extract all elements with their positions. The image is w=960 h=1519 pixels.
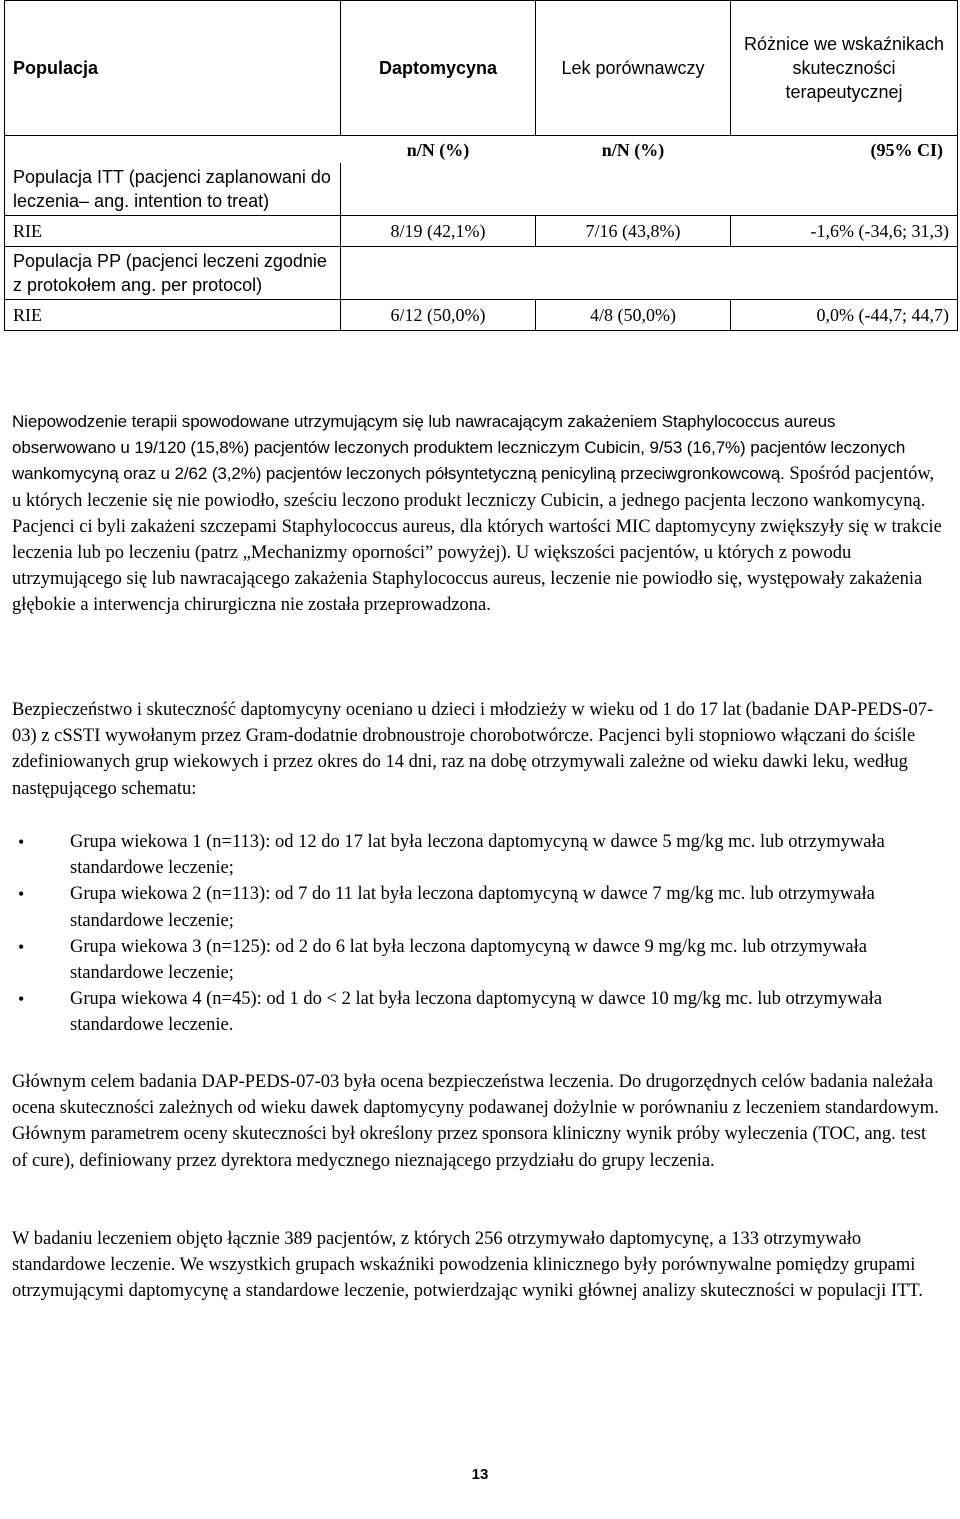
header-difference: Różnice we wskaźnikach skuteczności terapeutycznej xyxy=(731,1,958,136)
header-population: Populacja xyxy=(5,1,341,136)
table-row xyxy=(5,216,958,247)
pp-daptomycin-value: 6/12 (50,0%) xyxy=(341,300,536,331)
itt-comparator-value: 7/16 (43,8%) xyxy=(536,216,731,247)
age-group-list xyxy=(12,829,942,1039)
header-comparator: Lek porównawczy xyxy=(536,1,731,136)
table-row xyxy=(5,300,958,331)
pp-difference-value: 0,0% (-44,7; 44,7) xyxy=(731,300,958,331)
units-comparator: n/N (%) xyxy=(536,136,731,164)
units-daptomycin: n/N (%) xyxy=(341,136,536,164)
paragraph-treatment-failure-sans: Niepowodzenie terapii spowodowane utrzymującym się lub nawracającym zakażeniem Staphylococcus aureus obserwowano u 19/120 (15,8%) pacjentów leczonych produktem leczniczym Cubicin, 9/53 (16,7%) pacjentów leczonych wankomycyną oraz u 2/62 (3,2%) pacjentów leczonych półsyntetyczną penicyliną przeciwgronkowcową. xyxy=(12,412,906,484)
page-number: 13 xyxy=(471,1466,489,1483)
age-group-2-text: Grupa wiekowa 2 (n=113): od 7 do 11 lat była leczona daptomycyną w dawce 7 mg/kg mc. lub otrzymywała standardowe leczenie; xyxy=(70,884,875,931)
list-item xyxy=(12,829,942,881)
age-group-4-text: Grupa wiekowa 4 (n=45): od 1 do < 2 lat była leczona daptomycyną w dawce 10 mg/kg mc. lub otrzymywała standardowe leczenie. xyxy=(70,989,883,1036)
itt-daptomycin-value: 8/19 (42,1%) xyxy=(341,216,536,247)
bullet-icon: • xyxy=(18,936,25,957)
bullet-icon: • xyxy=(18,832,25,852)
results-table xyxy=(4,0,958,331)
paragraph-treatment-failure-serif: Spośród pacjentów, u których leczenie się nie powiodło, sześciu leczono produkt leczniczy Cubicin, a jednego pacjenta leczono wankomycyną. Pacjenci ci byli zakażeni szczepami Staphylococcus aureus, dla których wartości MIC daptomycyny zwiększyły się w trakcie leczenia lub po leczeniu (patrz „Mechanizmy oporności” powyżej). U większości pacjentów, u których z powodu utrzymującego się lub nawracającego zakażenia Staphylococcus aureus, leczenie nie powiodło się, występowały zakażenia głębokie a interwencja chirurgiczna nie została przeprowadzona. xyxy=(12,464,942,616)
table-row xyxy=(5,163,958,216)
pp-row-label: RIE xyxy=(5,300,341,331)
paragraph-treatment-failure xyxy=(12,409,942,619)
list-item xyxy=(12,934,942,986)
pp-empty-cell xyxy=(341,247,958,300)
table-header-row xyxy=(5,1,958,136)
header-daptomycin: Daptomycyna xyxy=(341,1,536,136)
pp-population-label: Populacja PP (pacjenci leczeni zgodnie z protokołem ang. per protocol) xyxy=(5,247,341,300)
units-difference: (95% CI) xyxy=(731,136,958,164)
itt-population-label: Populacja ITT (pacjenci zaplanowani do leczenia– ang. intention to treat) xyxy=(5,163,341,216)
paragraph-study-objectives: Głównym celem badania DAP-PEDS-07-03 była ocena bezpieczeństwa leczenia. Do drugorzędnych celów badania należała ocena skuteczności zależnych od wieku dawek daptomycyny podawanej dożylnie w porównaniu z leczeniem standardowym. Głównym parametrem oceny skuteczności był określony przez sponsora kliniczny wynik próby wyleczenia (TOC, ang. test of cure), definiowany przez dyrektora medycznego nieznającego przydziału do grupy leczenia. xyxy=(12,1072,939,1171)
paragraph-pediatric-study: Bezpieczeństwo i skuteczność daptomycyny oceniano u dzieci i młodzieży w wieku od 1 do 17 lat (badanie DAP-PEDS-07-03) z cSSTI wywołanym przez Gram-dodatnie drobnoustroje chorobotwórcze. Pacjenci byli stopniowo włączani do ściśle zdefiniowanych grup wiekowych i przez okres do 14 dni, raz na dobę otrzymywali zależne od wieku dawki leku, według następującego schematu: xyxy=(12,700,934,799)
paragraph-study-results: W badaniu leczeniem objęto łącznie 389 pacjentów, z których 256 otrzymywało daptomycynę, a 133 otrzymywało standardowe leczenie. We wszystkich grupach wskaźniki powodzenia klinicznego były porównywalne pomiędzy grupami otrzymującymi daptomycynę a standardowe leczenie, potwierdzając wyniki głównej analizy skuteczności w populacji ITT. xyxy=(12,1229,923,1302)
bullet-icon: • xyxy=(18,989,25,1010)
itt-row-label: RIE xyxy=(5,216,341,247)
itt-difference-value: -1,6% (-34,6; 31,3) xyxy=(731,216,958,247)
list-item xyxy=(12,881,942,933)
age-group-1-text: Grupa wiekowa 1 (n=113): od 12 do 17 lat była leczona daptomycyną w dawce 5 mg/kg mc. lub otrzymywała standardowe leczenie; xyxy=(70,832,885,879)
table-row xyxy=(5,247,958,300)
age-group-3-text: Grupa wiekowa 3 (n=125): od 2 do 6 lat była leczona daptomycyną w dawce 9 mg/kg mc. lub otrzymywała standardowe leczenie; xyxy=(70,936,867,984)
pp-comparator-value: 4/8 (50,0%) xyxy=(536,300,731,331)
table-units-row xyxy=(5,136,958,164)
itt-empty-cell xyxy=(341,163,958,216)
list-item xyxy=(12,986,942,1038)
units-empty xyxy=(5,136,341,164)
bullet-icon: • xyxy=(18,884,25,905)
